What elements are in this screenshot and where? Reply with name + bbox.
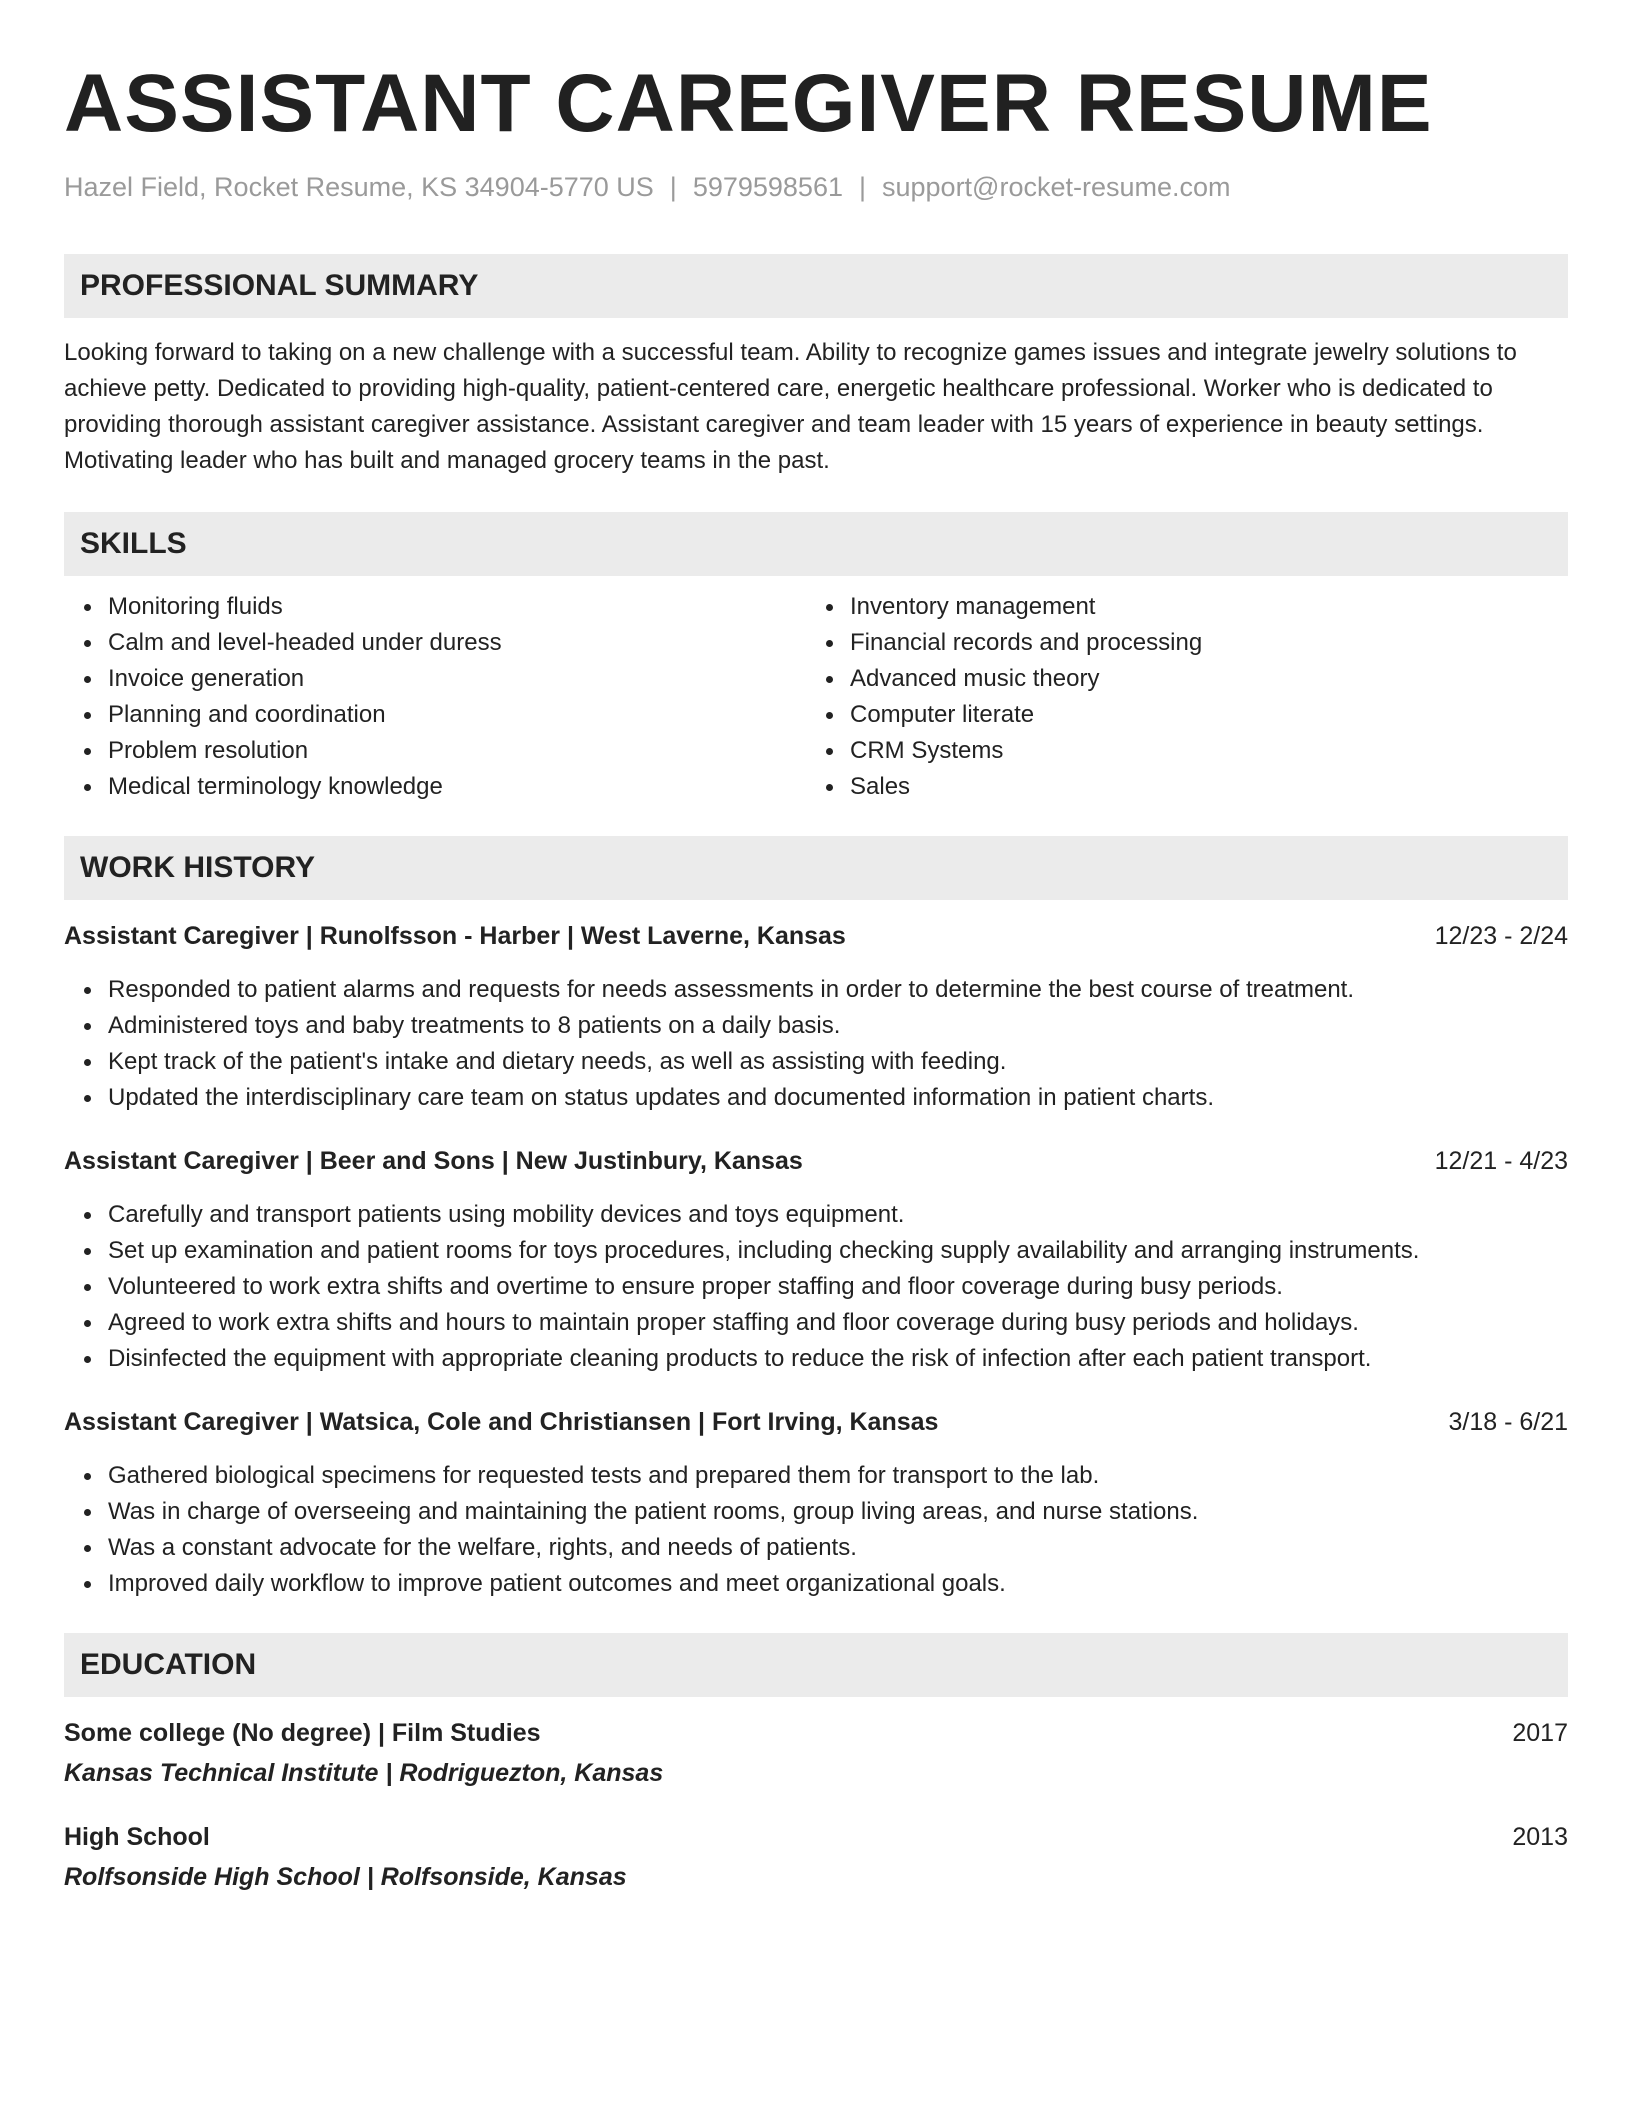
contact-line xyxy=(64,170,1568,204)
skill-item: CRM Systems xyxy=(850,733,1548,769)
job-entry xyxy=(64,1404,1568,1602)
education-school: Rolfsonside High School | Rolfsonside, Kansas xyxy=(64,1863,627,1891)
job-bullet: Volunteered to work extra shifts and overtime to ensure proper staffing and floor coverage during busy periods. xyxy=(108,1269,1568,1305)
job-title: Assistant Caregiver | Runolfsson - Harber | West Laverne, Kansas xyxy=(64,922,846,950)
job-title: Assistant Caregiver | Beer and Sons | New Justinbury, Kansas xyxy=(64,1147,803,1175)
job-dates: 3/18 - 6/21 xyxy=(1448,1408,1568,1436)
contact-email[interactable]: support@rocket-resume.com xyxy=(882,172,1231,202)
job-bullet: Gathered biological specimens for requested tests and prepared them for transport to the lab. xyxy=(108,1458,1568,1494)
skill-item: Monitoring fluids xyxy=(108,589,806,625)
contact-phone: 5979598561 xyxy=(692,172,843,202)
education-degree: High School xyxy=(64,1823,210,1851)
education-degree: Some college (No degree) | Film Studies xyxy=(64,1719,541,1747)
contact-separator: | xyxy=(858,172,866,202)
summary-text: Looking forward to taking on a new challenge with a successful team. Ability to recognize games issues and integrate jewelry solutions to achieve petty. Dedicated to providing high-quality, patient-centered care, energetic healthcare professional. Worker who is dedicated to providing thorough assistant caregiver assistance. Assistant caregiver and team leader with 15 years of experience in beauty settings. Motivating leader who has built and managed grocery teams in the past. xyxy=(64,339,1517,474)
skill-item: Invoice generation xyxy=(108,661,806,697)
education-entry xyxy=(64,1819,1568,1895)
job-bullet: Agreed to work extra shifts and hours to maintain proper staffing and floor coverage during busy periods and holidays. xyxy=(108,1305,1568,1341)
job-bullet: Administered toys and baby treatments to 8 patients on a daily basis. xyxy=(108,1008,1568,1044)
education-year: 2013 xyxy=(1512,1823,1568,1851)
job-bullets xyxy=(64,1458,1568,1602)
education-header xyxy=(64,1819,1568,1855)
skill-item: Inventory management xyxy=(850,589,1548,625)
contact-address: Hazel Field, Rocket Resume, KS 34904-5770 US xyxy=(64,172,654,202)
job-bullet: Carefully and transport patients using mobility devices and toys equipment. xyxy=(108,1197,1568,1233)
job-dates: 12/23 - 2/24 xyxy=(1434,922,1568,950)
education-entry xyxy=(64,1715,1568,1791)
work-history-heading: WORK HISTORY xyxy=(64,836,1568,900)
job-bullet: Updated the interdisciplinary care team on status updates and documented information in patient charts. xyxy=(108,1080,1568,1116)
job-bullet: Disinfected the equipment with appropriate cleaning products to reduce the risk of infection after each patient transport. xyxy=(108,1341,1568,1377)
job-header xyxy=(64,1143,1568,1179)
skills-column-right xyxy=(806,589,1548,805)
summary-heading: PROFESSIONAL SUMMARY xyxy=(64,254,1568,318)
skill-item: Computer literate xyxy=(850,697,1548,733)
education-heading: EDUCATION xyxy=(64,1633,1568,1697)
job-title: Assistant Caregiver | Watsica, Cole and Christiansen | Fort Irving, Kansas xyxy=(64,1408,939,1436)
skills-heading: SKILLS xyxy=(64,512,1568,576)
job-header xyxy=(64,918,1568,954)
skill-item: Advanced music theory xyxy=(850,661,1548,697)
education-school: Kansas Technical Institute | Rodriguezton, Kansas xyxy=(64,1759,664,1787)
job-bullet: Set up examination and patient rooms for toys procedures, including checking supply availability and arranging instruments. xyxy=(108,1233,1568,1269)
job-bullet: Kept track of the patient's intake and dietary needs, as well as assisting with feeding. xyxy=(108,1044,1568,1080)
skill-item: Problem resolution xyxy=(108,733,806,769)
contact-separator: | xyxy=(669,172,677,202)
skill-item: Medical terminology knowledge xyxy=(108,769,806,805)
skills-column-left xyxy=(64,589,806,805)
job-bullet: Was in charge of overseeing and maintaining the patient rooms, group living areas, and nurse stations. xyxy=(108,1494,1568,1530)
job-entry xyxy=(64,1143,1568,1377)
resume-title: ASSISTANT CAREGIVER RESUME xyxy=(64,58,1433,149)
skill-item: Calm and level-headed under duress xyxy=(108,625,806,661)
job-bullets xyxy=(64,1197,1568,1377)
education-header xyxy=(64,1715,1568,1751)
education-year: 2017 xyxy=(1512,1719,1568,1747)
skills-list xyxy=(64,589,1568,805)
skill-item: Sales xyxy=(850,769,1548,805)
skill-item: Financial records and processing xyxy=(850,625,1548,661)
skill-item: Planning and coordination xyxy=(108,697,806,733)
job-bullets xyxy=(64,972,1568,1116)
job-dates: 12/21 - 4/23 xyxy=(1434,1147,1568,1175)
job-bullet: Responded to patient alarms and requests for needs assessments in order to determine the best course of treatment. xyxy=(108,972,1568,1008)
job-bullet: Improved daily workflow to improve patient outcomes and meet organizational goals. xyxy=(108,1566,1568,1602)
job-header xyxy=(64,1404,1568,1440)
job-entry xyxy=(64,918,1568,1116)
resume-page xyxy=(64,56,1568,1895)
job-bullet: Was a constant advocate for the welfare, rights, and needs of patients. xyxy=(108,1530,1568,1566)
